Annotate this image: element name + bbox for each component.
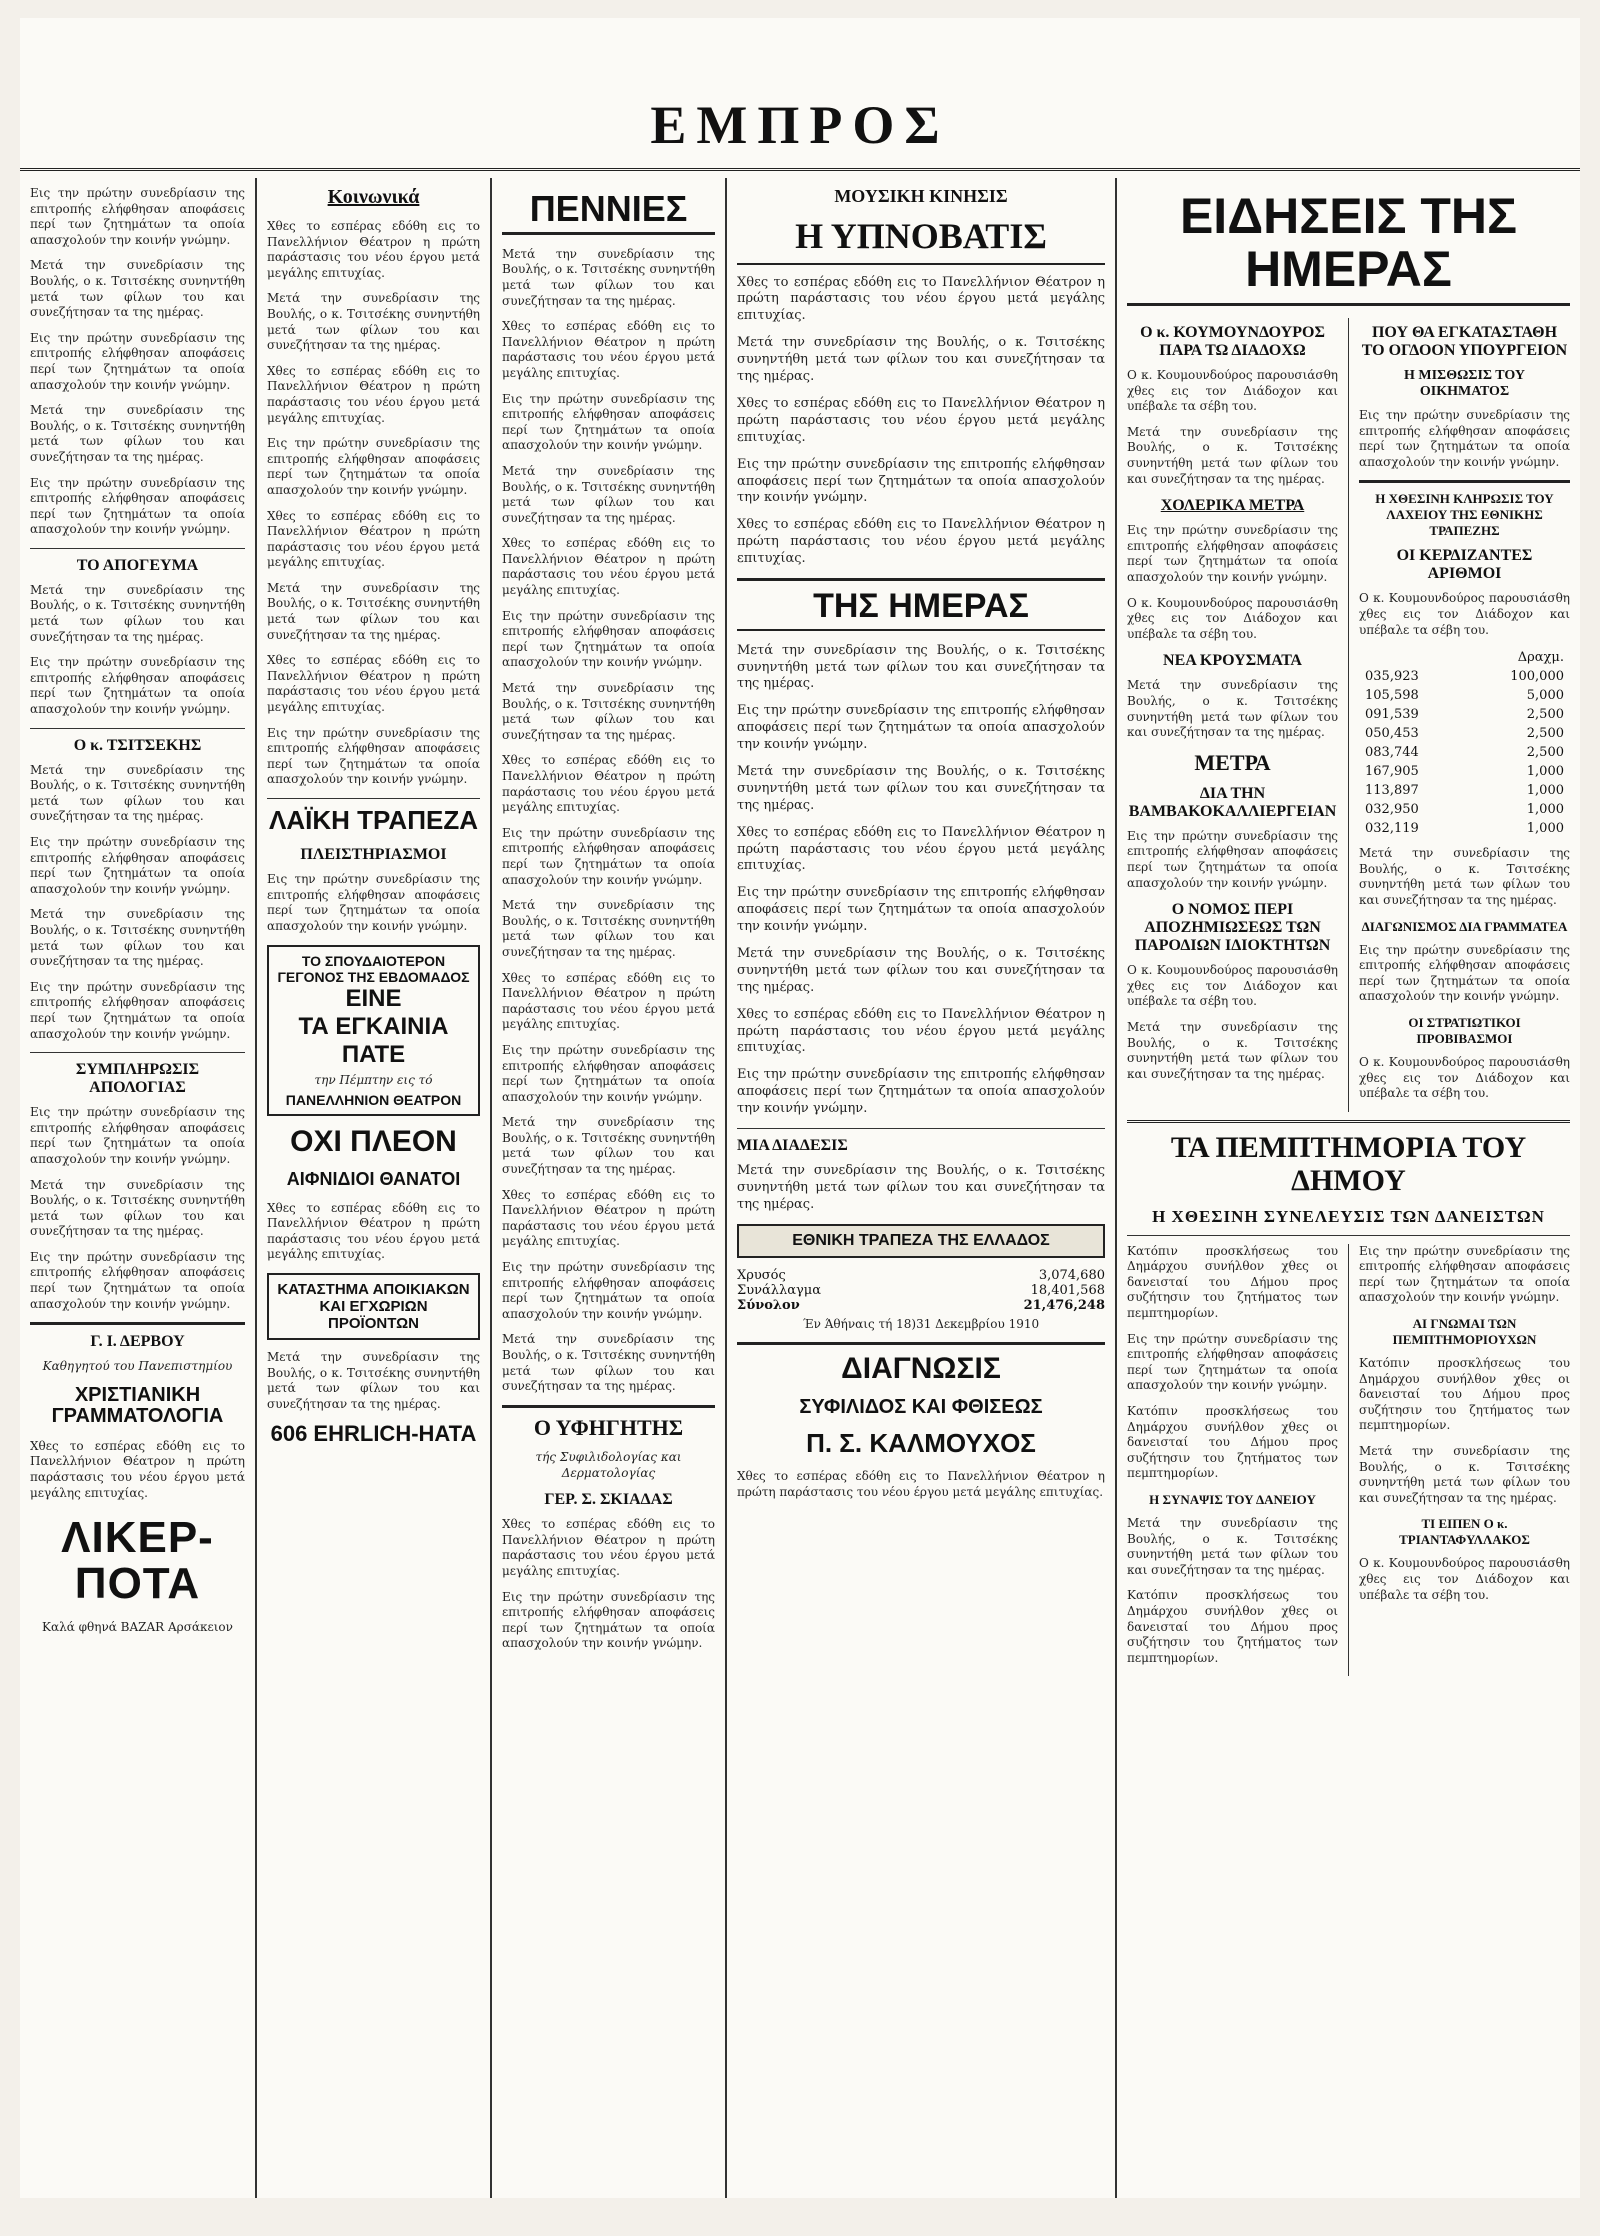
article-text: Μετά την συνεδρίασιν της Βουλής, ο κ. Τσιτσέκης συνηντήθη μετά των φίλων του και συνεζήτησαν τα της ημέρας. [30, 907, 245, 969]
pemptimoria-right [1348, 1244, 1570, 1677]
article-text: Χθες το εσπέρας εδόθη εις το Πανελλήνιον Θέατρον η πρώτη παράστασις του νέου έργου μετά μεγάλης επιτυχίας. [267, 363, 480, 425]
article-text: Μετά την συνεδρίασιν της Βουλής, ο κ. Τσιτσέκης συνηντήθη μετά των φίλων του και συνεζήτησαν τα της ημέρας. [502, 1332, 715, 1394]
sub-gnomai: ΑΙ ΓΝΩΜΑΙ ΤΩΝ ΠΕΜΠΤΗΜΟΡΙΟΥΧΩΝ [1392, 1316, 1537, 1348]
article-text: Μετά την συνεδρίασιν της Βουλής, ο κ. Τσιτσέκης συνηντήθη μετά των φίλων του και συνεζήτησαν τα της ημέρας. [737, 763, 1105, 813]
article-text: Μετά την συνεδρίασιν της Βουλής, ο κ. Τσιτσέκης συνηντήθη μετά των φίλων του και συνεζήτησαν τα της ημέρας. [502, 681, 715, 742]
ad-taegkainia: ΤΑ ΕΓΚΑΙΝΙΑ ΠΑΤΕ [298, 1012, 449, 1068]
article-text: Εις την πρώτην συνεδρίασιν της επιτροπής ελήφθησαν αποφάσεις περί των ζητημάτων τα οποία απασχολούν την κοινήν γνώμην. [1127, 523, 1338, 584]
article-text: Μετά την συνεδρίασιν της Βουλής, ο κ. Τσιτσέκης συνηντήθη μετά των φίλων του και συνεζήτησαν τα της ημέρας. [1127, 1020, 1338, 1081]
ad-doctor: Π. Σ. ΚΑΛΜΟΥΧΟΣ [806, 1427, 1036, 1458]
article-text: Εις την πρώτην συνεδρίασιν της επιτροπής ελήφθησαν αποφάσεις περί των ζητημάτων τα οποία απασχολούν την κοινήν γνώμην. [1359, 942, 1570, 1004]
heading-laiki-trapeza: ΛΑΪΚΗ ΤΡΑΠΕΖΑ [269, 805, 478, 835]
divider [30, 1322, 245, 1325]
lottery-number: 091,539 [1365, 707, 1419, 723]
divider [30, 728, 245, 729]
article-text: Ο κ. Κουμουνδούρος παρουσιάσθη χθες εις τον Διάδοχον και υπέβαλε τα σέβη του. [1359, 1556, 1570, 1602]
article-text: Εις την πρώτην συνεδρίασιν της επιτροπής ελήφθησαν αποφάσεις περί των ζητημάτων τα οποία απασχολούν την κοινήν γνώμην. [30, 186, 245, 247]
sub-metra-sub: ΔΙΑ ΤΗΝ ΒΑΜΒΑΚΟΚΑΛΛΙΕΡΓΕΙΑΝ [1128, 784, 1337, 820]
ad-liker-sub: Καλά φθηνά BAZAR Αρσάκειον [42, 1619, 233, 1634]
lottery-row [1359, 800, 1570, 819]
section-koinonika: Κοινωνικά [327, 186, 420, 208]
sub-kerdizontes: ΟΙ ΚΕΡΔΙΖΑΝΤΕΣ ΑΡΙΘΜΟΙ [1396, 547, 1533, 583]
article-text: Εις την πρώτην συνεδρίασιν της επιτροπής ελήφθησαν αποφάσεις περί των ζητημάτων τα οποία απασχολούν την κοινήν γνώμην. [1359, 408, 1570, 469]
ad-diagnosis-sub: ΣΥΦΙΛΙΔΟΣ ΚΑΙ ΦΘΙΣΕΩΣ [799, 1395, 1043, 1418]
column-3 [490, 178, 725, 2198]
lottery-number: 050,453 [1365, 726, 1419, 742]
news-row [1127, 318, 1570, 1112]
article-text: Εις την πρώτην συνεδρίασιν της επιτροπής ελήφθησαν αποφάσεις περί των ζητημάτων τα οποία απασχολούν την κοινήν γνώμην. [30, 655, 245, 717]
section-mousiki: ΜΟΥΣΙΚΗ ΚΙΝΗΣΙΣ [834, 186, 1008, 206]
article-text: Εις την πρώτην συνεδρίασιν της επιτροπής ελήφθησαν αποφάσεις περί των ζητημάτων τα οποία απασχολούν την κοινήν γνώμην. [267, 872, 480, 934]
ad-katastima: ΚΑΤΑΣΤΗΜΑ ΑΠΟΙΚΙΑΚΩΝ ΚΑΙ ΕΓΧΩΡΙΩΝ ΠΡΟΪΟΝΤΩΝ [277, 1281, 470, 1333]
ad-box-katastima [267, 1273, 480, 1340]
article-text: Μετά την συνεδρίασιν της Βουλής, ο κ. Τσιτσέκης συνηντήθη μετά των φίλων του και συνεζήτησαν τα της ημέρας. [30, 1177, 245, 1239]
pemptimoria-row [1127, 1244, 1570, 1677]
article-text: Μετά την συνεδρίασιν της Βουλής, ο κ. Τσιτσέκης συνηντήθη μετά των φίλων του και συνεζήτησαν τα της ημέρας. [30, 403, 245, 464]
article-text: Κατόπιν προσκλήσεως του Δημάρχου συνήλθον χθες οι δανεισταί του Δήμου προς συζήτησιν του ζητήματος των πεμπτημορίων. [1359, 1356, 1570, 1433]
bank-row [737, 1268, 1105, 1283]
article-text: Χθες το εσπέρας εδόθη εις το Πανελλήνιον Θέατρον η πρώτη παράστασις του νέου έργου μετά μεγάλης επιτυχίας. [502, 1187, 715, 1249]
article-text: Κατόπιν προσκλήσεως του Δημάρχου συνήλθον χθες οι δανεισταί του Δήμου προς συζήτησιν του ζητήματος των πεμπτημορίων. [1127, 1404, 1338, 1481]
article-text: Μετά την συνεδρίασιν της Βουλής, ο κ. Τσιτσέκης συνηντήθη μετά των φίλων του και συνεζήτησαν τα της ημέρας. [1127, 1516, 1338, 1577]
lottery-row [1359, 762, 1570, 781]
lottery-header [1359, 648, 1570, 667]
heading-apogevma: ΤΟ ΑΠΟΓΕΥΜΑ [76, 556, 199, 574]
article-text: Εις την πρώτην συνεδρίασιν της επιτροπής ελήφθησαν αποφάσεις περί των ζητημάτων τα οποία απασχολούν την κοινήν γνώμην. [30, 835, 245, 896]
sub-xoleraika: ΧΟΛΕΡΙΚΑ ΜΕΤΡΑ [1160, 497, 1305, 515]
ad-liker: ΛΙΚΕΡ-ΠΟΤΑ [61, 1513, 214, 1609]
ad-oxi-pleon: ΟΧΙ ΠΛΕΟΝ [290, 1125, 457, 1159]
article-text: Εις την πρώτην συνεδρίασιν της επιτροπής ελήφθησαν αποφάσεις περί των ζητημάτων τα οποία απασχολούν την κοινήν γνώμην. [737, 703, 1105, 753]
ad-theatron: ΠΑΝΕΛΛΗΝΙΟΝ ΘΕΑΤΡΟΝ [285, 1092, 462, 1109]
lottery-amount: 1,000 [1526, 783, 1564, 799]
article-text: Εις την πρώτην συνεδρίασιν της επιτροπής ελήφθησαν αποφάσεις περί των ζητημάτων τα οποία απασχολούν την κοινήν γνώμην. [30, 475, 245, 537]
lottery-amount: 1,000 [1526, 802, 1564, 818]
ypfigitis-sub: τής Συφιλιδολογίας και Δερματολογίας [535, 1449, 682, 1480]
book-title: ΧΡΙΣΤΙΑΝΙΚΗ ΓΡΑΜΜΑΤΟΛΟΓΙΑ [51, 1383, 224, 1427]
article-text: Εις την πρώτην συνεδρίασιν της επιτροπής ελήφθησαν αποφάσεις περί των ζητημάτων τα οποία απασχολούν την κοινήν γνώμην. [30, 1249, 245, 1311]
ad-pempti: την Πέμπτην εις τό [314, 1072, 433, 1087]
pemptimoria-left [1127, 1244, 1338, 1677]
ad-afnidioi: ΑΙΦΝΙΔΙΟΙ ΘΑΝΑΤΟΙ [286, 1168, 461, 1189]
bank-table [737, 1268, 1105, 1333]
article-text: Χθες το εσπέρας εδόθη εις το Πανελλήνιον Θέατρον η πρώτη παράστασις του νέου έργου μετά μεγάλης επιτυχίας. [30, 1438, 245, 1500]
ad-box-taegkainia [267, 945, 480, 1117]
article-text: Εις την πρώτην συνεδρίασιν της επιτροπής ελήφθησαν αποφάσεις περί των ζητημάτων τα οποία απασχολούν την κοινήν γνώμην. [737, 456, 1105, 506]
article-text: Χθες το εσπέρας εδόθη εις το Πανελλήνιον Θέατρον η πρώτη παράστασις του νέου έργου μετά μεγάλης επιτυχίας. [737, 824, 1105, 874]
divider [267, 798, 480, 799]
article-text: Χθες το εσπέρας εδόθη εις το Πανελλήνιον Θέατρον η πρώτη παράστασις του νέου έργου μετά μεγάλης επιτυχίας. [737, 1006, 1105, 1056]
news-right [1348, 318, 1570, 1112]
lottery-row [1359, 705, 1570, 724]
divider [1359, 480, 1570, 483]
article-text: Εις την πρώτην συνεδρίασιν της επιτροπής ελήφθησαν αποφάσεις περί των ζητημάτων τα οποία απασχολούν την κοινήν γνώμην. [502, 1589, 715, 1651]
article-text: Εις την πρώτην συνεδρίασιν της επιτροπής ελήφθησαν αποφάσεις περί των ζητημάτων τα οποία απασχολούν την κοινήν γνώμην. [502, 608, 715, 670]
sub-ogdoon: ΠΟΥ ΘΑ ΕΓΚΑΤΑΣΤΑΘΗ ΤΟ ΟΓΔΟΟΝ ΥΠΟΥΡΓΕΙΟΝ [1361, 324, 1568, 359]
article-text: Χθες το εσπέρας εδόθη εις το Πανελλήνιον Θέατρον η πρώτη παράστασις του νέου έργου μετά μεγάλης επιτυχίας. [502, 536, 715, 598]
ad-eine: ΕΙΝΕ [345, 984, 402, 1012]
heading-mia-diadesis: ΜΙΑ ΔΙΑΔΕΣΙΣ [737, 1137, 848, 1155]
article-text: Εις την πρώτην συνεδρίασιν της επιτροπής ελήφθησαν αποφάσεις περί των ζητημάτων τα οποία απασχολούν την κοινήν γνώμην. [1127, 828, 1338, 890]
lottery-row [1359, 781, 1570, 800]
lottery-table [1359, 648, 1570, 838]
bank-row-value: 3,074,680 [1038, 1267, 1105, 1283]
sub-nomos: Ο ΝΟΜΟΣ ΠΕΡΙ ΑΠΟΖΗΜΙΩΣΕΩΣ ΤΩΝ ΠΑΡΟΔΙΩΝ ΙΔΙΟΚΤΗΤΩΝ [1134, 901, 1331, 955]
article-text: Μετά την συνεδρίασιν της Βουλής, ο κ. Τσιτσέκης συνηντήθη μετά των φίλων του και συνεζήτησαν τα της ημέρας. [502, 1115, 715, 1177]
bank-date: Έν Άθήναις τή 18)31 Δεκεμβρίου 1910 [802, 1316, 1040, 1331]
lottery-header-label: Δραχμ. [1517, 650, 1564, 666]
article-text: Ο κ. Κουμουνδούρος παρουσιάσθη χθες εις τον Διάδοχον και υπέβαλε τα σέβη του. [1127, 963, 1338, 1009]
article-text: Χθες το εσπέρας εδόθη εις το Πανελλήνιον Θέατρον η πρώτη παράστασις του νέου έργου μετά μεγάλης επιτυχίας. [502, 319, 715, 380]
article-text: Εις την πρώτην συνεδρίασιν της επιτροπής ελήφθησαν αποφάσεις περί των ζητημάτων τα οποία απασχολούν την κοινήν γνώμην. [30, 979, 245, 1041]
heading-ypnovatis: Η ΥΠΝΟΒΑΤΙΣ [737, 217, 1105, 265]
article-text: Χθες το εσπέρας εδόθη εις το Πανελλήνιον Θέατρον η πρώτη παράστασις του νέου έργου μετά μεγάλης επιτυχίας. [267, 508, 480, 570]
article-text: Μετά την συνεδρίασιν της Βουλής, ο κ. Τσιτσέκης συνηντήθη μετά των φίλων του και συνεζήτησαν τα της ημέρας. [1127, 424, 1338, 486]
sub-misthosis: Η ΜΙΣΘΩΣΙΣ ΤΟΥ ΟΙΚΗΜΑΤΟΣ [1403, 368, 1526, 399]
lottery-row [1359, 743, 1570, 762]
article-text: Ο κ. Κουμουνδούρος παρουσιάσθη χθες εις τον Διάδοχον και υπέβαλε τα σέβη του. [1359, 1054, 1570, 1101]
sub-synapsis: Η ΣΥΝΑΨΙΣ ΤΟΥ ΔΑΝΕΙΟΥ [1149, 1492, 1316, 1507]
lottery-amount: 1,000 [1526, 821, 1564, 837]
divider [1127, 1235, 1570, 1236]
sub-metra: ΜΕΤΡΑ [1194, 749, 1271, 775]
article-text: Εις την πρώτην συνεδρίασιν της επιτροπής ελήφθησαν αποφάσεις περί των ζητημάτων τα οποία απασχολούν την κοινήν γνώμην. [30, 330, 245, 392]
news-left [1127, 318, 1338, 1112]
article-text: Χθες το εσπέρας εδόθη εις το Πανελλήνιον Θέατρον η πρώτη παράστασις του νέου έργου μετά μεγάλης επιτυχίας. [502, 753, 715, 815]
masthead [20, 18, 1580, 171]
bank-row [737, 1283, 1105, 1298]
masthead-title: ΕΜΠΡΟΣ [650, 95, 950, 155]
article-text: Μετά την συνεδρίασιν της Βουλής, ο κ. Τσιτσέκης συνηντήθη μετά των φίλων του και συνεζήτησαν τα της ημέρας. [737, 335, 1105, 385]
article-text: Μετά την συνεδρίασιν της Βουλής, ο κ. Τσιτσέκης συνηντήθη μετά των φίλων του και συνεζήτησαν τα της ημέρας. [737, 946, 1105, 995]
article-text: Μετά την συνεδρίασιν της Βουλής, ο κ. Τσιτσέκης συνηντήθη μετά των φίλων του και συνεζήτησαν τα της ημέρας. [737, 1163, 1105, 1212]
heading-pennies: ΠΕΝΝΙΕΣ [502, 190, 715, 235]
bank-row-label: Συνάλλαγμα [737, 1282, 822, 1298]
article-text: Εις την πρώτην συνεδρίασιν της επιτροπής ελήφθησαν αποφάσεις περί των ζητημάτων τα οποία απασχολούν την κοινήν γνώμην. [737, 1067, 1105, 1117]
lottery-number: 032,119 [1365, 821, 1419, 837]
article-text: Μετά την συνεδρίασιν της Βουλής, ο κ. Τσιτσέκης συνηντήθη μετά των φίλων του και συνεζήτησαν τα της ημέρας. [30, 582, 245, 644]
lottery-number: 032,950 [1365, 802, 1419, 818]
divider [737, 1342, 1105, 1345]
divider [737, 1128, 1105, 1129]
article-text: Χθες το εσπέρας εδόθη εις το Πανελλήνιον Θέατρον η πρώτη παράστασις του νέου έργου μετά μεγάλης επιτυχίας. [737, 395, 1105, 445]
divider [30, 548, 245, 549]
bank-heading: ΕΘΝΙΚΗ ΤΡΑΠΕΖΑ ΤΗΣ ΕΛΛΑΔΟΣ [792, 1231, 1050, 1249]
sub-diagonismos: ΔΙΑΓΩΝΙΣΜΟΣ ΔΙΑ ΓΡΑΜΜΑΤΕΑ [1361, 918, 1568, 934]
article-text: Ο κ. Κουμουνδούρος παρουσιάσθη χθες εις τον Διάδοχον και υπέβαλε τα σέβη του. [1127, 368, 1338, 414]
lottery-number: 083,744 [1365, 745, 1419, 761]
heading-ypfigitis: Ο ΥΦΗΓΗΤΗΣ [533, 1414, 684, 1440]
bank-row-label: Χρυσός [737, 1267, 786, 1283]
article-text: Μετά την συνεδρίασιν της Βουλής, ο κ. Τσιτσέκης συνηντήθη μετά των φίλων του και συνεζήτησαν τα της ημέρας. [267, 291, 480, 353]
article-text: Χθες το εσπέρας εδόθη εις το Πανελλήνιον Θέατρον η πρώτη παράστασις του νέου έργου μετά μεγάλης επιτυχίας. [267, 653, 480, 715]
lottery-amount: 5,000 [1526, 688, 1564, 704]
author-name: Γ. Ι. ΔΕΡΒΟΥ [90, 1333, 185, 1351]
article-text: Μετά την συνεδρίασιν της Βουλής, ο κ. Τσιτσέκης συνηντήθη μετά των φίλων του και συνεζήτησαν τα της ημέρας. [30, 258, 245, 320]
lottery-amount: 100,000 [1510, 669, 1564, 685]
ad-gegonos: ΓΕΓΟΝΟΣ ΤΗΣ ΕΒΔΟΜΑΔΟΣ [277, 968, 470, 985]
heading-pemptimoria: ΤΑ ΠΕΜΠΤΗΜΟΡΙΑ ΤΟΥ ΔΗΜΟΥ [1170, 1130, 1527, 1197]
heading-eidiseis: ΕΙΔΗΣΕΙΣ ΤΗΣ ΗΜΕΡΑΣ [1127, 190, 1570, 306]
article-text: Μετά την συνεδρίασιν της Βουλής, ο κ. Τσιτσέκης συνηντήθη μετά των φίλων του και συνεζήτησαν τα της ημέρας. [1359, 846, 1570, 907]
columns [20, 178, 1580, 2198]
heading-tis-imeras: ΤΗΣ ΗΜΕΡΑΣ [737, 589, 1105, 631]
lottery-number: 035,923 [1365, 669, 1419, 685]
lottery-number: 167,905 [1365, 764, 1419, 780]
heading-laiki-sub: ΠΛΕΙΣΤΗΡΙΑΣΜΟΙ [300, 846, 447, 864]
heading-tsitsekis: Ο κ. ΤΣΙΤΣΕΚΗΣ [73, 736, 202, 754]
article-text: Ο κ. Κουμουνδούρος παρουσιάσθη χθες εις τον Διάδοχον και υπέβαλε τα σέβη του. [1359, 591, 1570, 637]
article-text: Χθες το εσπέρας εδόθη εις το Πανελλήνιον Θέατρον η πρώτη παράστασις του νέου έργου μετά μεγάλης επιτυχίας. [502, 1517, 715, 1578]
article-text: Κατόπιν προσκλήσεως του Δημάρχου συνήλθον χθες οι δανεισταί του Δήμου προς συζήτησιν του ζητήματος των πεμπτημορίων. [1127, 1243, 1338, 1321]
sub-kliroseis: Η ΧΘΕΣΙΝΗ ΚΛΗΡΩΣΙΣ ΤΟΥ ΛΑΧΕΙΟΥ ΤΗΣ ΕΘΝΙΚΗΣ ΤΡΑΠΕΖΗΣ [1375, 491, 1554, 539]
article-text: Μετά την συνεδρίασιν της Βουλής, ο κ. Τσιτσέκης συνηντήθη μετά των φίλων του και συνεζήτησαν τα της ημέρας. [737, 642, 1105, 692]
divider [502, 1405, 715, 1408]
article-text: Μετά την συνεδρίασιν της Βουλής, ο κ. Τσιτσέκης συνηντήθη μετά των φίλων του και συνεζήτησαν τα της ημέρας. [502, 463, 715, 525]
article-text: Εις την πρώτην συνεδρίασιν της επιτροπής ελήφθησαν αποφάσεις περί των ζητημάτων τα οποία απασχολούν την κοινήν γνώμην. [1127, 1331, 1338, 1393]
divider [1127, 1120, 1570, 1123]
article-text: Εις την πρώτην συνεδρίασιν της επιτροπής ελήφθησαν αποφάσεις περί των ζητημάτων τα οποία απασχολούν την κοινήν γνώμην. [737, 885, 1105, 935]
article-text: Κατόπιν προσκλήσεως του Δημάρχου συνήλθον χθες οι δανεισταί του Δήμου προς συζήτησιν του ζητήματος των πεμπτημορίων. [1127, 1588, 1338, 1665]
column-2 [255, 178, 490, 2198]
ypfigitis-name: ΓΕΡ. Σ. ΣΚΙΑΔΑΣ [544, 1491, 673, 1509]
bank-row [737, 1298, 1105, 1313]
article-text: Μετά την συνεδρίασιν της Βουλής, ο κ. Τσιτσέκης συνηντήθη μετά των φίλων του και συνεζήτησαν τα της ημέρας. [1359, 1444, 1570, 1505]
divider [737, 578, 1105, 581]
lottery-number: 113,897 [1365, 783, 1419, 799]
article-text: Χθες το εσπέρας εδόθη εις το Πανελλήνιον Θέατρον η πρώτη παράστασις του νέου έργου μετά μεγάλης επιτυχίας. [737, 274, 1105, 324]
article-text: Εις την πρώτην συνεδρίασιν της επιτροπής ελήφθησαν αποφάσεις περί των ζητημάτων τα οποία απασχολούν την κοινήν γνώμην. [502, 825, 715, 887]
article-text: Χθες το εσπέρας εδόθη εις το Πανελλήνιον Θέατρον η πρώτη παράστασις του νέου έργου μετά μεγάλης επιτυχίας. [737, 517, 1105, 567]
article-text: Εις την πρώτην συνεδρίασιν της επιτροπής ελήφθησαν αποφάσεις περί των ζητημάτων τα οποία απασχολούν την κοινήν γνώμην. [30, 1105, 245, 1166]
lottery-row [1359, 724, 1570, 743]
ad-spoudaioteron: ΤΟ ΣΠΟΥΔΑΙΟΤΕΡΟΝ [301, 952, 446, 969]
lottery-amount: 2,500 [1526, 726, 1564, 742]
article-text: Εις την πρώτην συνεδρίασιν της επιτροπής ελήφθησαν αποφάσεις περί των ζητημάτων τα οποία απασχολούν την κοινήν γνώμην. [267, 725, 480, 787]
lottery-row [1359, 819, 1570, 838]
bank-row-label: Σύνολον [737, 1297, 800, 1313]
article-text: Εις την πρώτην συνεδρίασιν της επιτροπής ελήφθησαν αποφάσεις περί των ζητημάτων τα οποία απασχολούν την κοινήν γνώμην. [267, 436, 480, 497]
lottery-amount: 2,500 [1526, 707, 1564, 723]
article-text: Ο κ. Κουμουνδούρος παρουσιάσθη χθες εις τον Διάδοχον και υπέβαλε τα σέβη του. [1127, 595, 1338, 641]
article-text: Χθες το εσπέρας εδόθη εις το Πανελλήνιον Θέατρον η πρώτη παράστασις του νέου έργου μετά μεγάλης επιτυχίας. [737, 1469, 1105, 1499]
lottery-number: 105,598 [1365, 688, 1419, 704]
sub-synelefsis: Η ΧΘΕΣΙΝΗ ΣΥΝΕΛΕΥΣΙΣ ΤΩΝ ΔΑΝΕΙΣΤΩΝ [1152, 1206, 1545, 1226]
article-text: Μετά την συνεδρίασιν της Βουλής, ο κ. Τσιτσέκης συνηντήθη μετά των φίλων του και συνεζήτησαν τα της ημέρας. [502, 246, 715, 308]
column-4 [725, 178, 1115, 2198]
ad-606: 606 EHRLICH-HATA [270, 1421, 477, 1447]
article-text: Μετά την συνεδρίασιν της Βουλής, ο κ. Τσιτσέκης συνηντήθη μετά των φίλων του και συνεζήτησαν τα της ημέρας. [1127, 678, 1338, 740]
article-text: Μετά την συνεδρίασιν της Βουλής, ο κ. Τσιτσέκης συνηντήθη μετά των φίλων του και συνεζήτησαν τα της ημέρας. [30, 762, 245, 824]
divider [30, 1052, 245, 1053]
article-text: Χθες το εσπέρας εδόθη εις το Πανελλήνιον Θέατρον η πρώτη παράστασις του νέου έργου μετά μεγάλης επιτυχίας. [502, 970, 715, 1032]
article-text: Μετά την συνεδρίασιν της Βουλής, ο κ. Τσιτσέκης συνηντήθη μετά των φίλων του και συνεζήτησαν τα της ημέρας. [502, 898, 715, 959]
bank-box [737, 1224, 1105, 1258]
article-text: Χθες το εσπέρας εδόθη εις το Πανελλήνιον Θέατρον η πρώτη παράστασις του νέου έργου μετά μεγάλης επιτυχίας. [267, 219, 480, 280]
article-text: Χθες το εσπέρας εδόθη εις το Πανελλήνιον Θέατρον η πρώτη παράστασις του νέου έργου μετά μεγάλης επιτυχίας. [267, 1200, 480, 1262]
lottery-amount: 1,000 [1526, 764, 1564, 780]
bank-row-value: 21,476,248 [1023, 1297, 1105, 1313]
column-1 [20, 178, 255, 2198]
sub-koumoundouros: Ο κ. ΚΟΥΜΟΥΝΔΟΥΡΟΣ ΠΑΡΑ ΤΩ ΔΙΑΔΟΧΩ [1140, 324, 1325, 359]
sub-nea-krousmata: ΝΕΑ ΚΡΟΥΣΜΑΤΑ [1163, 652, 1302, 670]
article-text: Εις την πρώτην συνεδρίασιν της επιτροπής ελήφθησαν αποφάσεις περί των ζητημάτων τα οποία απασχολούν την κοινήν γνώμην. [502, 391, 715, 453]
column-5 [1115, 178, 1580, 2198]
sub-stratiotikoi: ΟΙ ΣΤΡΑΤΙΩΤΙΚΟΙ ΠΡΟΒΙΒΑΣΜΟΙ [1408, 1014, 1521, 1046]
ad-diagnosis: ΔΙΑΓΝΩΣΙΣ [841, 1352, 1001, 1386]
heading-sympliroseis: ΣΥΜΠΛΗΡΩΣΙΣ ΑΠΟΛΟΓΙΑΣ [75, 1061, 200, 1097]
bank-row-value: 18,401,568 [1030, 1282, 1105, 1298]
lottery-row [1359, 686, 1570, 705]
newspaper-page [20, 18, 1580, 2198]
article-text: Μετά την συνεδρίασιν της Βουλής, ο κ. Τσιτσέκης συνηντήθη μετά των φίλων του και συνεζήτησαν τα της ημέρας. [267, 580, 480, 642]
lottery-row [1359, 667, 1570, 686]
article-text: Μετά την συνεδρίασιν της Βουλής, ο κ. Τσιτσέκης συνηντήθη μετά των φίλων του και συνεζήτησαν τα της ημέρας. [267, 1350, 480, 1411]
author-subtitle: Καθηγητού του Πανεπιστημίου [42, 1359, 233, 1374]
article-text: Εις την πρώτην συνεδρίασιν της επιτροπής ελήφθησαν αποφάσεις περί των ζητημάτων τα οποία απασχολούν την κοινήν γνώμην. [502, 1260, 715, 1321]
lottery-amount: 2,500 [1526, 745, 1564, 761]
article-text: Εις την πρώτην συνεδρίασιν της επιτροπής ελήφθησαν αποφάσεις περί των ζητημάτων τα οποία απασχολούν την κοινήν γνώμην. [502, 1042, 715, 1104]
article-text: Εις την πρώτην συνεδρίασιν της επιτροπής ελήφθησαν αποφάσεις περί των ζητημάτων τα οποία απασχολούν την κοινήν γνώμην. [1359, 1243, 1570, 1305]
sub-triantafyllakos: ΤΙ ΕΙΠΕΝ Ο κ. ΤΡΙΑΝΤΑΦΥΛΛΑΚΟΣ [1399, 1516, 1530, 1548]
